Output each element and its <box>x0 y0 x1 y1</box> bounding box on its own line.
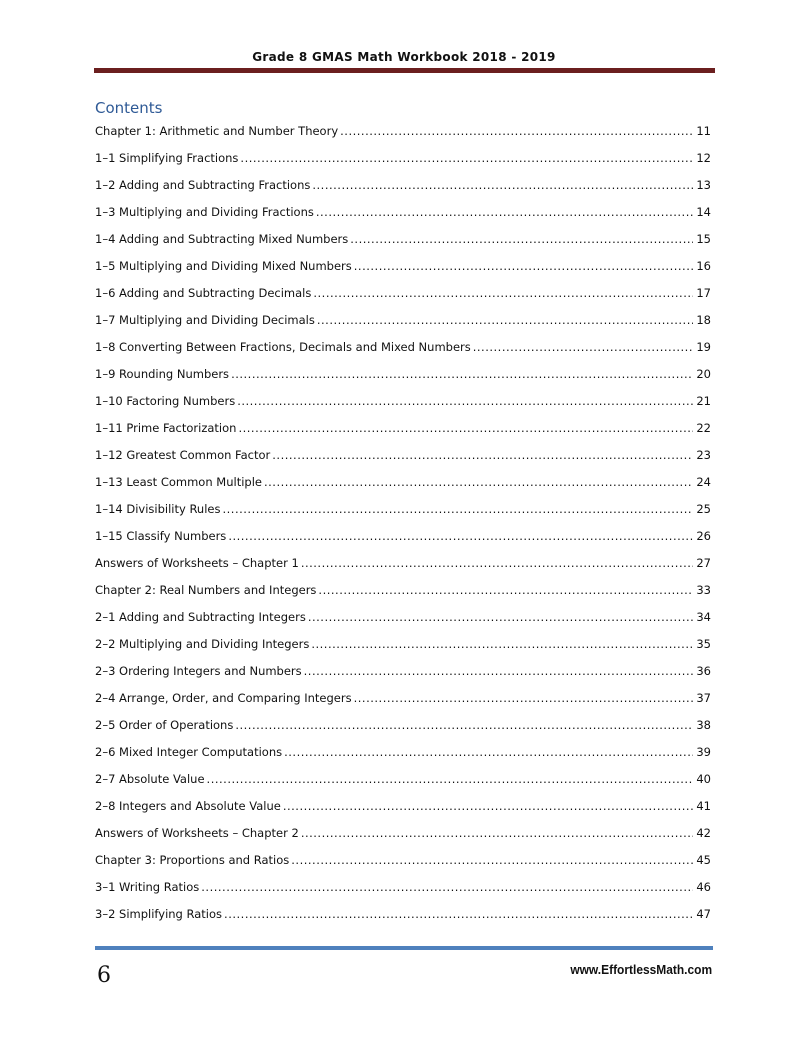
website-url: www.EffortlessMath.com <box>570 962 712 977</box>
toc-dot-leader <box>207 772 693 786</box>
toc-entry-page: 42 <box>696 825 711 840</box>
toc-entry[interactable] <box>95 819 711 846</box>
toc-entry[interactable] <box>95 117 711 144</box>
toc-entry-page: 14 <box>696 204 711 219</box>
toc-entry-page: 36 <box>696 663 711 678</box>
toc-dot-leader <box>237 394 693 408</box>
toc-entry-title: 1–13 Least Common Multiple <box>95 474 262 489</box>
toc-entry[interactable] <box>95 846 711 873</box>
toc-entry-page: 18 <box>696 312 711 327</box>
toc-entry[interactable] <box>95 252 711 279</box>
toc-dot-leader <box>354 691 693 705</box>
toc-entry-title: Chapter 2: Real Numbers and Integers <box>95 582 317 597</box>
toc-dot-leader <box>318 583 693 597</box>
table-of-contents <box>95 117 711 927</box>
toc-dot-leader <box>304 664 693 678</box>
toc-entry-title: 1–3 Multiplying and Dividing Fractions <box>95 204 314 219</box>
toc-entry-title: 1–15 Classify Numbers <box>95 528 227 543</box>
toc-entry-page: 13 <box>696 177 711 192</box>
toc-entry[interactable] <box>95 171 711 198</box>
toc-dot-leader <box>317 313 693 327</box>
toc-dot-leader <box>222 502 693 516</box>
toc-entry-page: 15 <box>696 231 711 246</box>
toc-entry-title: 1–10 Factoring Numbers <box>95 393 236 408</box>
toc-entry-title: 1–1 Simplifying Fractions <box>95 150 239 165</box>
toc-dot-leader <box>272 448 693 462</box>
toc-dot-leader <box>264 475 693 489</box>
toc-dot-leader <box>311 637 693 651</box>
toc-dot-leader <box>231 367 693 381</box>
toc-entry-page: 21 <box>696 393 711 408</box>
toc-dot-leader <box>238 421 693 435</box>
toc-entry[interactable] <box>95 360 711 387</box>
toc-dot-leader <box>301 826 693 840</box>
toc-dot-leader <box>312 178 693 192</box>
toc-entry-page: 46 <box>696 879 711 894</box>
toc-dot-leader <box>473 340 693 354</box>
toc-entry[interactable] <box>95 576 711 603</box>
running-header-title: Grade 8 GMAS Math Workbook 2018 - 2019 <box>252 50 556 64</box>
toc-dot-leader <box>291 853 693 867</box>
toc-entry-title: Answers of Worksheets – Chapter 2 <box>95 825 299 840</box>
toc-entry[interactable] <box>95 792 711 819</box>
toc-entry[interactable] <box>95 900 711 927</box>
toc-entry[interactable] <box>95 630 711 657</box>
toc-entry-title: 2–1 Adding and Subtracting Integers <box>95 609 306 624</box>
toc-entry-title: 2–6 Mixed Integer Computations <box>95 744 283 759</box>
toc-entry-page: 24 <box>696 474 711 489</box>
toc-entry-page: 19 <box>696 339 711 354</box>
toc-entry[interactable] <box>95 198 711 225</box>
toc-entry-title: 1–14 Divisibility Rules <box>95 501 221 516</box>
toc-entry-page: 16 <box>696 258 711 273</box>
toc-entry-page: 11 <box>696 123 711 138</box>
toc-dot-leader <box>201 880 693 894</box>
toc-entry-page: 38 <box>696 717 711 732</box>
toc-entry-title: 1–12 Greatest Common Factor <box>95 447 271 462</box>
toc-entry-page: 12 <box>696 150 711 165</box>
toc-entry[interactable] <box>95 738 711 765</box>
toc-entry-title: 2–3 Ordering Integers and Numbers <box>95 663 302 678</box>
toc-entry-title: 1–2 Adding and Subtracting Fractions <box>95 177 311 192</box>
toc-entry[interactable] <box>95 657 711 684</box>
toc-entry-page: 26 <box>696 528 711 543</box>
toc-entry[interactable] <box>95 225 711 252</box>
toc-entry-title: 1–4 Adding and Subtracting Mixed Numbers <box>95 231 349 246</box>
toc-entry-title: Chapter 3: Proportions and Ratios <box>95 852 290 867</box>
toc-entry-page: 25 <box>696 501 711 516</box>
toc-entry[interactable] <box>95 603 711 630</box>
toc-entry[interactable] <box>95 684 711 711</box>
toc-entry[interactable] <box>95 279 711 306</box>
toc-dot-leader <box>228 529 693 543</box>
toc-entry-title: 3–2 Simplifying Ratios <box>95 906 223 921</box>
toc-entry-title: 1–7 Multiplying and Dividing Decimals <box>95 312 315 327</box>
toc-entry-title: Answers of Worksheets – Chapter 1 <box>95 555 299 570</box>
toc-entry-title: 1–11 Prime Factorization <box>95 420 237 435</box>
toc-entry-page: 45 <box>696 852 711 867</box>
toc-entry-page: 47 <box>696 906 711 921</box>
toc-entry[interactable] <box>95 873 711 900</box>
toc-entry-title: 1–9 Rounding Numbers <box>95 366 230 381</box>
toc-entry-title: 3–1 Writing Ratios <box>95 879 200 894</box>
toc-entry[interactable] <box>95 549 711 576</box>
toc-entry-page: 40 <box>696 771 711 786</box>
toc-entry-title: 2–7 Absolute Value <box>95 771 205 786</box>
toc-entry[interactable] <box>95 441 711 468</box>
toc-entry-page: 20 <box>696 366 711 381</box>
contents-heading: Contents <box>95 99 163 117</box>
toc-entry-page: 35 <box>696 636 711 651</box>
toc-entry[interactable] <box>95 468 711 495</box>
toc-entry[interactable] <box>95 387 711 414</box>
toc-dot-leader <box>313 286 693 300</box>
toc-entry-page: 22 <box>696 420 711 435</box>
toc-dot-leader <box>354 259 693 273</box>
toc-entry[interactable] <box>95 495 711 522</box>
toc-dot-leader <box>308 610 693 624</box>
header-divider <box>94 68 715 73</box>
toc-entry-page: 33 <box>696 582 711 597</box>
toc-entry-page: 17 <box>696 285 711 300</box>
toc-entry-title: 2–2 Multiplying and Dividing Integers <box>95 636 310 651</box>
toc-entry-page: 37 <box>696 690 711 705</box>
toc-dot-leader <box>235 718 693 732</box>
toc-entry[interactable] <box>95 522 711 549</box>
page-number: 6 <box>97 963 111 988</box>
footer-divider <box>95 946 713 950</box>
toc-entry-title: 2–4 Arrange, Order, and Comparing Integers <box>95 690 352 705</box>
toc-entry-title: 1–6 Adding and Subtracting Decimals <box>95 285 312 300</box>
toc-entry-page: 23 <box>696 447 711 462</box>
toc-entry[interactable] <box>95 333 711 360</box>
toc-entry-title: Chapter 1: Arithmetic and Number Theory <box>95 123 339 138</box>
toc-entry-page: 34 <box>696 609 711 624</box>
toc-dot-leader <box>340 124 693 138</box>
toc-dot-leader <box>240 151 693 165</box>
toc-dot-leader <box>350 232 693 246</box>
toc-dot-leader <box>301 556 693 570</box>
toc-entry-title: 2–8 Integers and Absolute Value <box>95 798 281 813</box>
toc-entry-title: 2–5 Order of Operations <box>95 717 234 732</box>
toc-entry-title: 1–8 Converting Between Fractions, Decimals and Mixed Numbers <box>95 339 471 354</box>
toc-dot-leader <box>224 907 693 921</box>
toc-entry[interactable] <box>95 711 711 738</box>
toc-entry-page: 27 <box>696 555 711 570</box>
toc-entry[interactable] <box>95 306 711 333</box>
toc-entry-title: 1–5 Multiplying and Dividing Mixed Numbers <box>95 258 352 273</box>
toc-dot-leader <box>284 745 693 759</box>
toc-entry-page: 41 <box>696 798 711 813</box>
toc-entry[interactable] <box>95 765 711 792</box>
toc-entry[interactable] <box>95 414 711 441</box>
toc-dot-leader <box>316 205 693 219</box>
toc-entry[interactable] <box>95 144 711 171</box>
toc-dot-leader <box>283 799 693 813</box>
toc-entry-page: 39 <box>696 744 711 759</box>
